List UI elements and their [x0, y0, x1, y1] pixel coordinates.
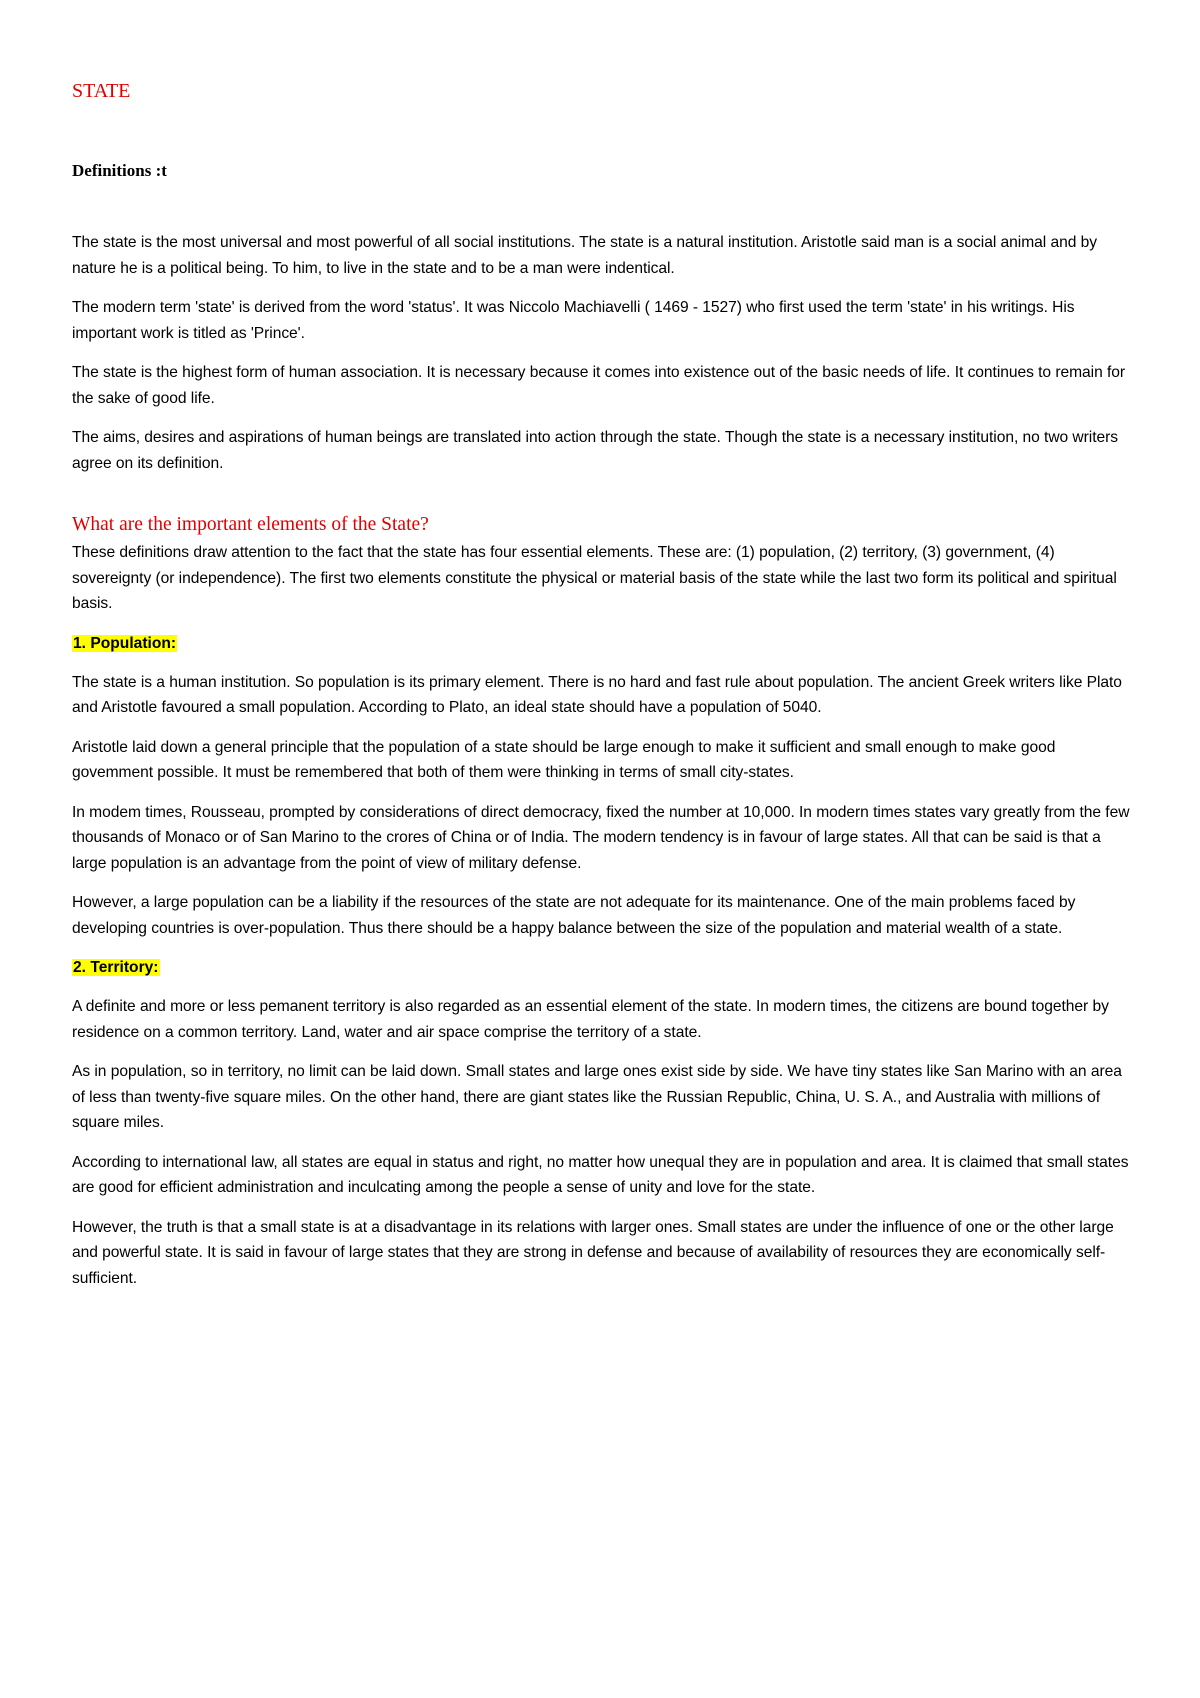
population-heading: 1. Population: [73, 634, 177, 652]
population-paragraph-1: The state is a human institution. So population is its primary element. There is no hard and fast rule about population. The ancient Greek writers like Plato and Aristotle favoured a small population. According to Plato, an ideal state should have a population of 5040. [72, 673, 1122, 716]
intro-paragraph-1: The state is the most universal and most powerful of all social institutions. The state is a natural institution. Aristotle said man is a social animal and by nature he is a political being. To him, to live in the state and to be a man were indentical. [72, 234, 1097, 277]
territory-heading-row [72, 955, 1136, 980]
intro-paragraph-4: The aims, desires and aspirations of human beings are translated into action through the state. Though the state is a necessary institution, no two writers agree on its definition. [72, 429, 1118, 472]
elements-heading: What are the important elements of the State? [72, 514, 429, 535]
intro-paragraph-2: The modern term 'state' is derived from the word 'status'. It was Niccolo Machiavelli ( 1469 - 1527) who first used the term 'state' in his writings. His important work is titled as 'Prince'. [72, 299, 1075, 342]
territory-paragraph-2: As in population, so in territory, no limit can be laid down. Small states and large ones exist side by side. We have tiny states like San Marino with an area of less than twenty-five square miles. On the other hand, there are giant states like the Russian Republic, China, U. S. A., and Australia with millions of square miles. [72, 1063, 1122, 1131]
population-paragraph-4: However, a large population can be a liability if the resources of the state are not adequate for its maintenance. One of the main problems faced by developing countries is over-population. Thus there should be a happy balance between the size of the population and material wealth of a state. [72, 894, 1076, 937]
territory-paragraph-1: A definite and more or less pemanent territory is also regarded as an essential element of the state. In modern times, the citizens are bound together by residence on a common territory. Land, water and air space comprise the territory of a state. [72, 998, 1109, 1041]
document-title: STATE [72, 80, 131, 102]
territory-paragraph-4: However, the truth is that a small state is at a disadvantage in its relations with larger ones. Small states are under the influence of one or the other large and powerful state. It is said in favour of large states that they are strong in defense and because of availability of resources they are economically self-sufficient. [72, 1218, 1114, 1287]
population-paragraph-2: Aristotle laid down a general principle that the population of a state should be large enough to make it sufficient and small enough to make good govemment possible. It must be remembered that both of them were thinking in terms of small city-states. [72, 738, 1056, 781]
elements-intro-paragraph: These definitions draw attention to the fact that the state has four essential elements. These are: (1) population, (2) territory, (3) government, (4) sovereignty (or independence). The first two elements constitute the physical or material basis of the state while the last two form its political and spiritual basis. [72, 544, 1117, 612]
territory-heading: 2. Territory: [73, 959, 159, 976]
territory-paragraph-3: According to international law, all states are equal in status and right, no matter how unequal they are in population and area. It is claimed that small states are good for efficient administration and inculcating among the people a sense of unity and love for the state. [72, 1153, 1129, 1196]
definitions-label: Definitions :t [72, 161, 167, 180]
intro-paragraph-3: The state is the highest form of human association. It is necessary because it comes into existence out of the basic needs of life. It continues to remain for the sake of good life. [72, 364, 1126, 407]
population-heading-row [72, 631, 1136, 656]
population-paragraph-3: In modem times, Rousseau, prompted by considerations of direct democracy, fixed the number at 10,000. In modern times states vary greatly from the few thousands of Monaco or of San Marino to the crores of China or of India. The modern tendency is in favour of large states. All that can be said is that a large population is an advantage from the point of view of military defense. [72, 803, 1130, 872]
